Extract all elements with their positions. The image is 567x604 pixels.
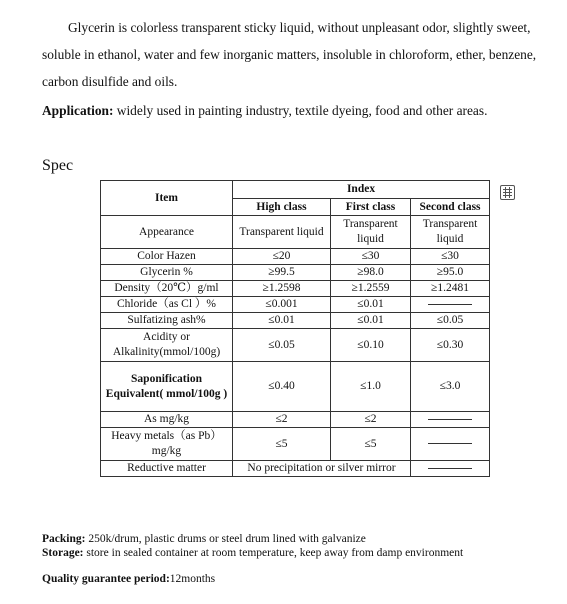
copy-table-icon[interactable] bbox=[500, 185, 515, 200]
row-first: Transparent liquid bbox=[331, 216, 411, 249]
table-row bbox=[101, 412, 490, 428]
packing-text: 250k/drum, plastic drums or steel drum lined with galvanize bbox=[85, 533, 366, 545]
col-second-class: Second class bbox=[411, 199, 490, 216]
row-item: Acidity or Alkalinity(mmol/100g) bbox=[101, 329, 233, 362]
table-row bbox=[101, 329, 490, 362]
packing-line bbox=[42, 533, 366, 545]
row-high: ≤0.40 bbox=[233, 362, 331, 412]
row-first: ≤0.01 bbox=[331, 313, 411, 329]
row-item: Reductive matter bbox=[101, 461, 233, 477]
packing-label: Packing: bbox=[42, 533, 86, 545]
row-first: ≥98.0 bbox=[331, 265, 411, 281]
row-second: ≤30 bbox=[411, 249, 490, 265]
table-row bbox=[101, 461, 490, 477]
row-item: Sulfatizing ash% bbox=[101, 313, 233, 329]
item-header: Item bbox=[101, 181, 233, 216]
row-high: ≥99.5 bbox=[233, 265, 331, 281]
row-second: ≤0.05 bbox=[411, 313, 490, 329]
row-first: ≤1.0 bbox=[331, 362, 411, 412]
row-first: ≥1.2559 bbox=[331, 281, 411, 297]
dash-mark bbox=[428, 443, 472, 444]
row-first: ≤5 bbox=[331, 428, 411, 461]
table-row bbox=[101, 428, 490, 461]
application-label: Application: bbox=[42, 103, 114, 118]
row-second: ≥95.0 bbox=[411, 265, 490, 281]
row-first: ≤2 bbox=[331, 412, 411, 428]
row-high: ≤20 bbox=[233, 249, 331, 265]
application-paragraph bbox=[42, 101, 552, 121]
row-item: Appearance bbox=[101, 216, 233, 249]
row-high: Transparent liquid bbox=[233, 216, 331, 249]
row-item: Glycerin % bbox=[101, 265, 233, 281]
row-item: As mg/kg bbox=[101, 412, 233, 428]
row-second-dash bbox=[411, 297, 490, 313]
storage-line bbox=[42, 547, 463, 559]
col-first-class: First class bbox=[331, 199, 411, 216]
col-high-class: High class bbox=[233, 199, 331, 216]
row-second: Transparent liquid bbox=[411, 216, 490, 249]
row-item: Saponification Equivalent( mmol/100g ) bbox=[101, 362, 233, 412]
table-row bbox=[101, 297, 490, 313]
row-first: ≤30 bbox=[331, 249, 411, 265]
spec-heading: Spec bbox=[42, 157, 74, 174]
table-row bbox=[101, 281, 490, 297]
dash-mark bbox=[428, 304, 472, 305]
quality-label: Quality guarantee period: bbox=[42, 573, 170, 585]
index-header: Index bbox=[233, 181, 490, 199]
storage-text: store in sealed container at room temperature, keep away from damp environment bbox=[83, 547, 464, 559]
row-second-dash bbox=[411, 428, 490, 461]
table-row bbox=[101, 249, 490, 265]
row-second-dash bbox=[411, 412, 490, 428]
row-item: Color Hazen bbox=[101, 249, 233, 265]
row-second: ≤0.30 bbox=[411, 329, 490, 362]
application-text: widely used in painting industry, textile dyeing, food and other areas. bbox=[113, 103, 488, 118]
dash-mark bbox=[428, 419, 472, 420]
quality-text: 12months bbox=[169, 573, 216, 585]
table-row bbox=[101, 313, 490, 329]
table-row bbox=[101, 265, 490, 281]
quality-line bbox=[42, 573, 215, 585]
row-high: ≤0.01 bbox=[233, 313, 331, 329]
table-row bbox=[101, 362, 490, 412]
row-high: ≤5 bbox=[233, 428, 331, 461]
row-first: ≤0.10 bbox=[331, 329, 411, 362]
spec-table bbox=[100, 180, 490, 477]
row-second: ≤3.0 bbox=[411, 362, 490, 412]
row-first: ≤0.01 bbox=[331, 297, 411, 313]
row-second-dash bbox=[411, 461, 490, 477]
row-item: Heavy metals（as Pb） mg/kg bbox=[101, 428, 233, 461]
row-second: ≥1.2481 bbox=[411, 281, 490, 297]
row-merged: No precipitation or silver mirror bbox=[233, 461, 411, 477]
row-high: ≥1.2598 bbox=[233, 281, 331, 297]
dash-mark bbox=[428, 468, 472, 469]
row-high: ≤0.05 bbox=[233, 329, 331, 362]
table-row bbox=[101, 216, 490, 249]
row-high: ≤0.001 bbox=[233, 297, 331, 313]
intro-paragraph: Glycerin is colorless transparent sticky liquid, without unpleasant odor, slightly sweet, soluble in ethanol, water and few inorganic matters, insoluble in chloroform, ether, benzene, carbon disulfide and oils. bbox=[42, 20, 537, 89]
storage-label: Storage: bbox=[42, 547, 84, 559]
row-high: ≤2 bbox=[233, 412, 331, 428]
row-item: Chloride（as Cl ）% bbox=[101, 297, 233, 313]
row-item: Density（20℃）g/ml bbox=[101, 281, 233, 297]
